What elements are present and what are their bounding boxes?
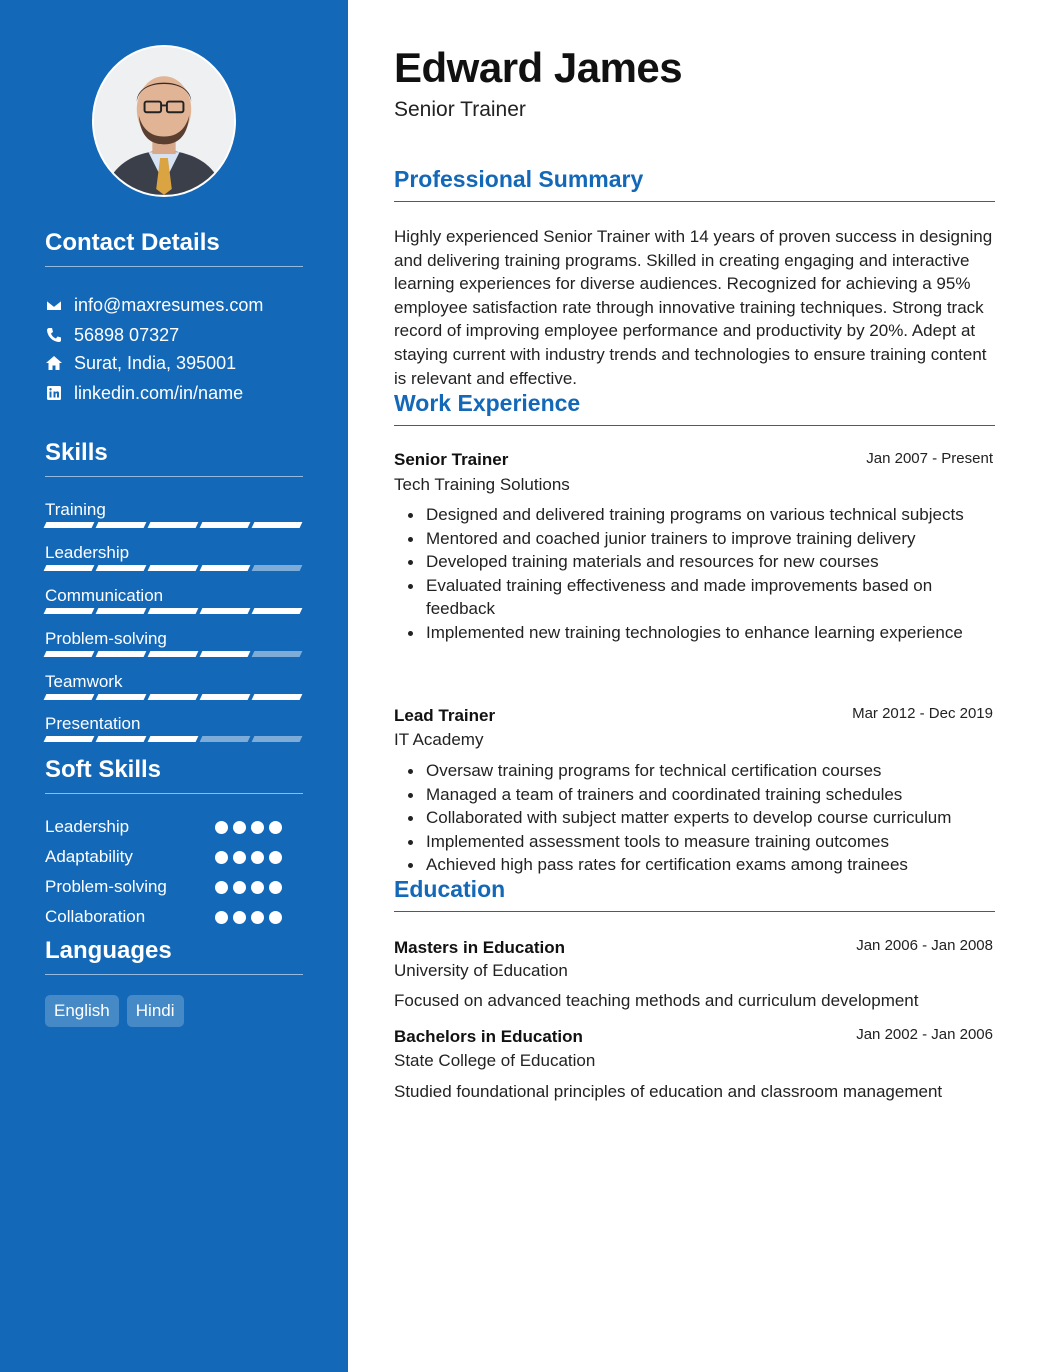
rating-dot — [215, 821, 228, 834]
job-company: Tech Training Solutions — [394, 475, 570, 494]
skill-level-segment — [148, 565, 199, 571]
list-item: Implemented assessment tools to measure training outcomes — [394, 830, 994, 854]
skill-item — [45, 628, 303, 658]
language-tag: Hindi — [127, 995, 184, 1027]
job-dates: Mar 2012 - Dec 2019 — [852, 705, 993, 722]
skill-item — [45, 585, 303, 615]
contact-linkedin[interactable] — [45, 381, 243, 405]
skill-level-segment — [96, 736, 147, 742]
skill-name: Teamwork — [45, 672, 123, 691]
skill-level-segment — [200, 694, 251, 700]
rating-dot — [233, 911, 246, 924]
soft-skill-item — [45, 875, 303, 899]
soft-skill-item — [45, 815, 303, 839]
skill-level-segment — [96, 522, 147, 528]
skill-level-segment — [252, 565, 303, 571]
list-item: Designed and delivered training programs on various technical subjects — [394, 503, 994, 527]
contact-email-text: info@maxresumes.com — [74, 294, 264, 315]
rating-dot — [251, 821, 264, 834]
soft-skill-name: Problem-solving — [45, 877, 167, 896]
skill-level-segment — [96, 565, 147, 571]
job-title: Lead Trainer — [394, 706, 496, 725]
summary-text: Highly experienced Senior Trainer with 14 years of proven success in designing and delivering training programs. Skilled in creating engaging and interactive learning experiences for diverse audiences. Recognized for achieving a 95% employee satisfaction rate through innovative training techniques. Strong track record of improving employee performance and productivity by 20%. Adept at staying current with industry trends and technologies to ensure training content is relevant and effective. — [394, 227, 993, 388]
skill-level-segment — [252, 608, 303, 614]
skill-name: Communication — [45, 586, 164, 605]
skill-name: Training — [45, 500, 106, 519]
skill-level-segment — [44, 651, 95, 657]
skill-level-segment — [252, 694, 303, 700]
edu-description: Studied foundational principles of education and classroom management — [394, 1082, 943, 1101]
edu-degree: Bachelors in Education — [394, 1027, 583, 1046]
skill-level-segment — [96, 608, 147, 614]
rating-dot — [233, 821, 246, 834]
soft-skill-item — [45, 845, 303, 869]
soft-skill-rating — [215, 911, 282, 924]
sidebar — [0, 0, 348, 1372]
contact-linkedin-text: linkedin.com/in/name — [74, 382, 244, 403]
skill-level-segment — [148, 694, 199, 700]
languages-list — [45, 995, 184, 1027]
skill-level-segment — [200, 565, 251, 571]
skill-level-segment — [200, 608, 251, 614]
envelope-icon — [45, 296, 63, 314]
skill-level-segment — [96, 694, 147, 700]
edu-dates: Jan 2002 - Jan 2006 — [856, 1026, 993, 1043]
profile-photo — [92, 45, 236, 197]
soft-skill-name: Adaptability — [45, 847, 133, 866]
skill-level-bar — [45, 693, 303, 701]
soft-skill-item — [45, 905, 303, 929]
edu-degree: Masters in Education — [394, 938, 565, 957]
rating-dot — [269, 821, 282, 834]
languages-heading: Languages — [45, 937, 303, 975]
skill-level-segment — [96, 651, 147, 657]
soft-skill-name: Leadership — [45, 817, 130, 836]
skill-level-segment — [148, 736, 199, 742]
skill-level-segment — [252, 522, 303, 528]
skill-level-segment — [44, 608, 95, 614]
list-item: Collaborated with subject matter experts to develop course curriculum — [394, 806, 994, 830]
skill-level-bar — [45, 564, 303, 572]
rating-dot — [215, 881, 228, 894]
skill-level-bar — [45, 521, 303, 529]
education-heading: Education — [394, 876, 995, 912]
skill-level-bar — [45, 650, 303, 658]
contact-address — [45, 351, 236, 375]
phone-icon — [45, 326, 63, 344]
contact-phone[interactable] — [45, 323, 179, 347]
person-title: Senior Trainer — [394, 98, 526, 121]
job-company: IT Academy — [394, 730, 484, 749]
skill-item — [45, 713, 303, 743]
summary-heading: Professional Summary — [394, 166, 995, 202]
home-icon — [45, 354, 63, 372]
rating-dot — [251, 911, 264, 924]
rating-dot — [233, 851, 246, 864]
rating-dot — [233, 881, 246, 894]
rating-dot — [269, 881, 282, 894]
edu-dates: Jan 2006 - Jan 2008 — [856, 937, 993, 954]
avatar — [94, 47, 234, 195]
skill-name: Problem-solving — [45, 629, 167, 648]
list-item: Managed a team of trainers and coordinated training schedules — [394, 783, 994, 807]
skills-heading: Skills — [45, 439, 303, 477]
list-item: Oversaw training programs for technical certification courses — [394, 759, 994, 783]
contact-email[interactable] — [45, 293, 263, 317]
skill-level-segment — [44, 694, 95, 700]
skill-level-segment — [252, 736, 303, 742]
skill-level-segment — [148, 522, 199, 528]
skill-level-segment — [200, 651, 251, 657]
rating-dot — [215, 911, 228, 924]
rating-dot — [269, 911, 282, 924]
skill-level-bar — [45, 607, 303, 615]
rating-dot — [215, 851, 228, 864]
skill-level-segment — [148, 651, 199, 657]
soft-skill-rating — [215, 821, 282, 834]
skill-level-segment — [200, 522, 251, 528]
edu-description: Focused on advanced teaching methods and curriculum development — [394, 991, 919, 1010]
rating-dot — [251, 881, 264, 894]
job-dates: Jan 2007 - Present — [866, 450, 993, 467]
skill-item — [45, 542, 303, 572]
skill-name: Presentation — [45, 714, 141, 733]
soft-skill-rating — [215, 881, 282, 894]
skill-level-segment — [252, 651, 303, 657]
job-bullets — [394, 503, 994, 644]
job-title: Senior Trainer — [394, 450, 509, 469]
experience-heading: Work Experience — [394, 390, 995, 426]
skill-level-segment — [148, 608, 199, 614]
skill-item — [45, 499, 303, 529]
edu-school: State College of Education — [394, 1051, 596, 1070]
soft-skill-name: Collaboration — [45, 907, 146, 926]
person-name: Edward James — [394, 44, 683, 91]
list-item: Achieved high pass rates for certification exams among trainees — [394, 853, 994, 877]
job-bullets — [394, 759, 994, 877]
skill-level-segment — [200, 736, 251, 742]
skill-item — [45, 671, 303, 701]
list-item: Evaluated training effectiveness and made improvements based on feedback — [394, 574, 994, 621]
skill-level-segment — [44, 736, 95, 742]
list-item: Developed training materials and resources for new courses — [394, 550, 994, 574]
skill-level-segment — [44, 565, 95, 571]
contact-address-text: Surat, India, 395001 — [74, 352, 237, 373]
list-item: Implemented new training technologies to enhance learning experience — [394, 621, 994, 645]
soft-skill-rating — [215, 851, 282, 864]
language-tag: English — [45, 995, 119, 1027]
soft-skills-heading: Soft Skills — [45, 756, 303, 794]
edu-school: University of Education — [394, 961, 568, 980]
skill-level-segment — [44, 522, 95, 528]
rating-dot — [251, 851, 264, 864]
rating-dot — [269, 851, 282, 864]
contact-heading: Contact Details — [45, 229, 303, 267]
list-item: Mentored and coached junior trainers to improve training delivery — [394, 527, 994, 551]
skill-name: Leadership — [45, 543, 130, 562]
skill-level-bar — [45, 735, 303, 743]
linkedin-icon — [45, 384, 63, 402]
contact-phone-text: 56898 07327 — [74, 324, 180, 345]
